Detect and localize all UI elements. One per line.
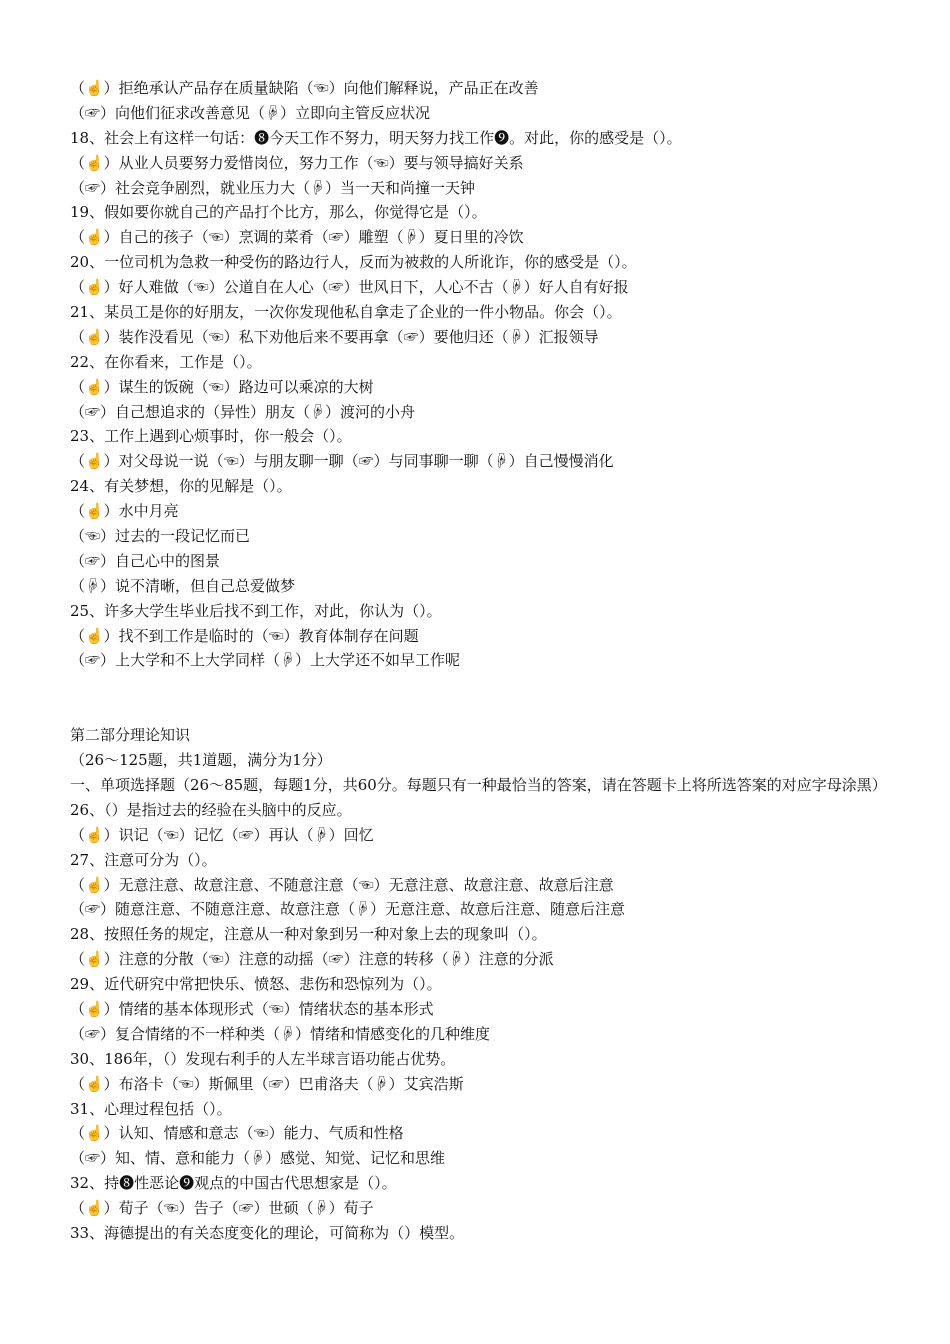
document-body xyxy=(70,76,890,1246)
question-line: 21、某员工是你的好朋友，一次你发现他私自拿走了企业的一件小物品。你会（）。 xyxy=(70,303,622,322)
text-line: （☝）水中月亮 xyxy=(70,502,179,521)
question-line: 23、工作上遇到心烦事时，你一般会（）。 xyxy=(70,427,352,446)
text-line: （☝）自己的孩子（☜）烹调的菜肴（☞）雕塑（☟）夏日里的冷饮 xyxy=(70,228,524,247)
text-line: （☞）复合情绪的不一样种类（☟）情绪和情感变化的几种维度 xyxy=(70,1024,491,1043)
text-line: （☞）随意注意、不随意注意、故意注意（☟）无意注意、故意后注意、随意后注意 xyxy=(70,900,626,919)
text-line: （☟）说不清晰，但自己总爱做梦 xyxy=(70,576,296,595)
question-line: 27、注意可分为（）。 xyxy=(70,850,217,869)
text-line: （☝）找不到工作是临时的（☜）教育体制存在问题 xyxy=(70,626,419,645)
text-line: （☞）自己想追求的（异性）朋友（☟）渡河的小舟 xyxy=(70,402,416,421)
text-line: （☞）自己心中的图景 xyxy=(70,551,221,570)
question-line: 18、社会上有这样一句话：❽今天工作不努力，明天努力找工作❾。对此，你的感受是（）。 xyxy=(70,128,682,147)
text-line: （☝）情绪的基本体现形式（☜）情绪状态的基本形式 xyxy=(70,999,434,1018)
question-line: 20、一位司机为急救一种受伤的路边行人，反而为被救的人所讹诈，你的感受是（）。 xyxy=(70,253,637,272)
part-subheading: （26～125题，共1道题，满分为1分） xyxy=(70,751,332,770)
text-line: （☞）社会竞争剧烈，就业压力大（☟）当一天和尚撞一天钟 xyxy=(70,178,476,197)
text-line: （☝）从业人员要努力爱惜岗位，努力工作（☜）要与领导搞好关系 xyxy=(70,153,524,172)
part-heading: 第二部分理论知识 xyxy=(70,726,191,745)
question-line: 19、假如要你就自己的产品打个比方，那么，你觉得它是（）。 xyxy=(70,203,487,222)
text-line: （☝）布洛卡（☜）斯佩里（☞）巴甫洛夫（☟）艾宾浩斯 xyxy=(70,1074,464,1093)
text-line: （☝）认知、情感和意志（☜）能力、气质和性格 xyxy=(70,1124,404,1143)
text-line: （☝）对父母说一说（☜）与朋友聊一聊（☞）与同事聊一聊（☟）自己慢慢消化 xyxy=(70,452,614,471)
question-line: 26、（）是指过去的经验在头脑中的反应。 xyxy=(70,800,352,819)
question-line: 22、在你看来，工作是（）。 xyxy=(70,352,262,371)
question-line: 30、186年，（）发现右利手的人左半球言语功能占优势。 xyxy=(70,1049,456,1068)
question-line: 29、近代研究中常把快乐、愤怒、悲伤和恐惊列为（）。 xyxy=(70,975,442,994)
text-line: （☝）注意的分散（☜）注意的动摇（☞）注意的转移（☟）注意的分派 xyxy=(70,950,554,969)
question-line: 33、海德提出的有关态度变化的理论，可简称为（）模型。 xyxy=(70,1224,465,1242)
text-line: （☞）上大学和不上大学同样（☟）上大学还不如早工作呢 xyxy=(70,651,461,670)
text-line: （☝）谋生的饭碗（☜）路边可以乘凉的大树 xyxy=(70,377,374,396)
questionnaire-section xyxy=(70,76,890,673)
theory-questions-section xyxy=(70,798,890,1246)
section-spacer xyxy=(70,673,890,723)
text-line: （☜）过去的一段记忆而已 xyxy=(70,527,251,546)
question-line: 31、心理过程包括（）。 xyxy=(70,1099,232,1118)
question-line: 24、有关梦想，你的见解是（）。 xyxy=(70,477,292,496)
question-line: 28、按照任务的规定，注意从一种对象到另一种对象上去的现象叫（）。 xyxy=(70,925,547,944)
text-line: （☞）向他们征求改善意见（☟）立即向主管反应状况 xyxy=(70,103,431,122)
text-line: （☝）拒绝承认产品存在质量缺陷（☜）向他们解释说，产品正在改善 xyxy=(70,79,539,97)
text-line: （☝）装作没看见（☜）私下劝他后来不要再拿（☞）要他归还（☟）汇报领导 xyxy=(70,327,599,346)
text-line: （☝）无意注意、故意注意、不随意注意（☜）无意注意、故意注意、故意后注意 xyxy=(70,875,614,894)
question-line: 32、持❽性恶论❾观点的中国古代思想家是（）。 xyxy=(70,1174,397,1193)
text-line: （☞）知、情、意和能力（☟）感觉、知觉、记忆和思维 xyxy=(70,1149,446,1168)
text-line: （☝）识记（☜）记忆（☞）再认（☟）回忆 xyxy=(70,825,374,844)
text-line: （☝）好人难做（☜）公道自在人心（☞）世风日下，人心不古（☟）好人自有好报 xyxy=(70,278,629,297)
section-instructions: 一、单项选择题（26～85题，每题1分，共60分。每题只有一种最恰当的答案，请在答题卡上将所选答案的对应字母涂黑） xyxy=(70,775,887,794)
question-line: 25、许多大学生毕业后找不到工作，对此，你认为（）。 xyxy=(70,601,442,620)
text-line: （☝）荀子（☜）告子（☞）世硕（☟）荀子 xyxy=(70,1199,374,1218)
